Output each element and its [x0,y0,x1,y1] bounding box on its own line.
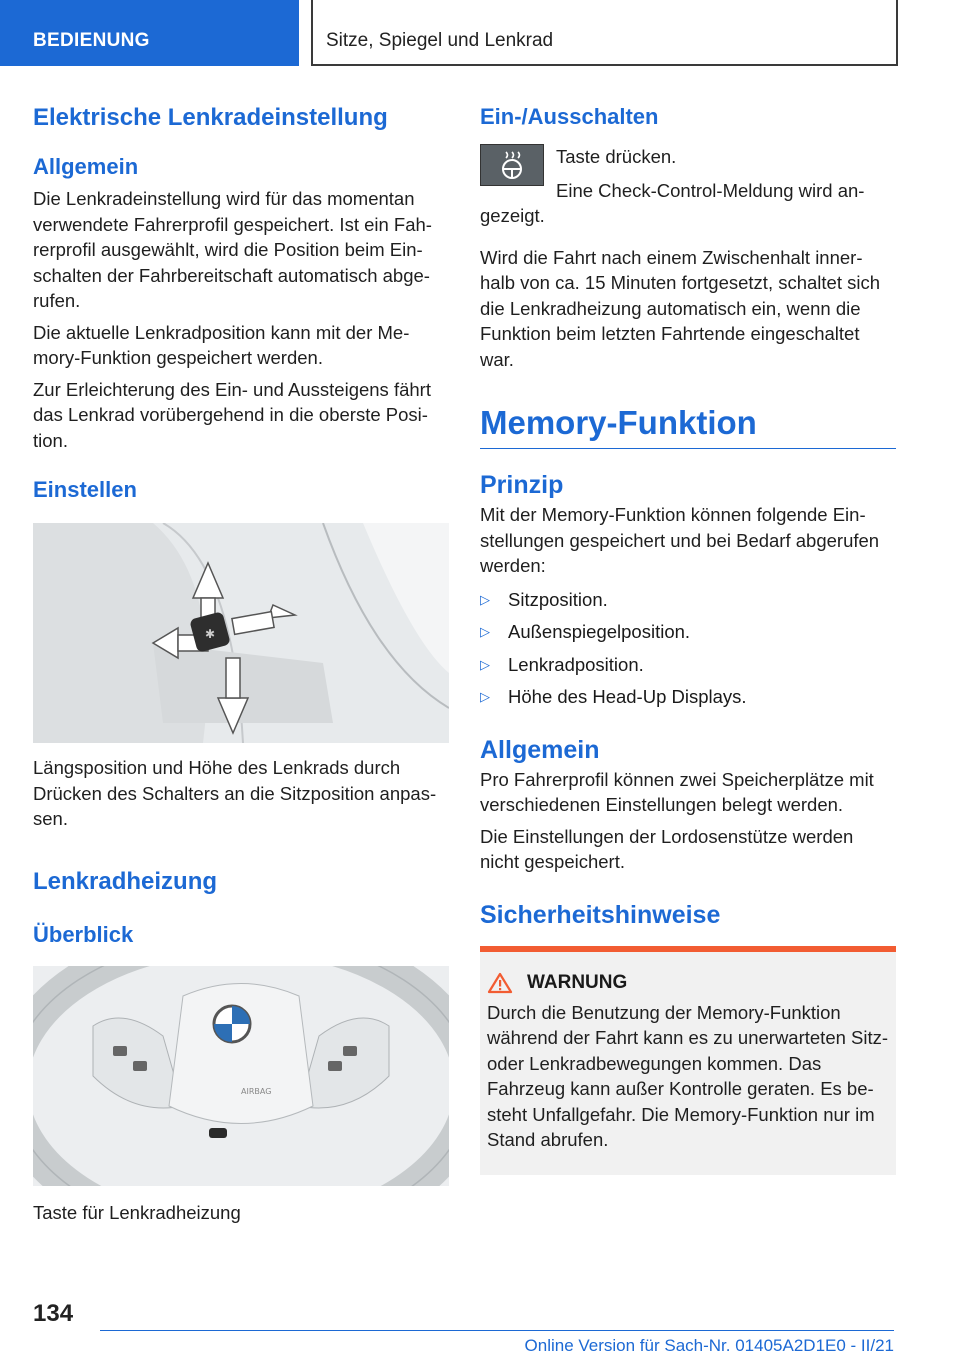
left-column [33,100,449,1225]
heading-general: Allgemein [33,154,139,179]
steering-wheel-diagram [33,966,449,1186]
section-title-steering-heating: Lenkradheizung [33,867,218,895]
heading-overview: Überblick [33,921,134,947]
heading-principle: Prinzip [480,471,564,499]
button-instruction [480,144,896,203]
list-item: ▷ Höhe des Head-Up Displays. [480,684,896,710]
heading-general: Allgemein [480,735,600,764]
header-section-label: BEDIENUNG [33,30,150,51]
figure-caption: Längsposition und Höhe des Lenkrads durch Drücken des Schalters an die Sitzposition anpas-sen. [33,757,437,829]
heading-onoff: Ein-/Ausschalten [480,104,659,129]
steering-heating-button-icon [480,144,544,186]
warning-triangle-icon [487,972,513,994]
instruction-text: Taste drücken. [556,146,677,167]
list-item: ▷ Lenkradposition. [480,652,896,678]
memory-items-list [480,587,896,710]
list-item: ▷ Sitzposition. [480,587,896,613]
header-chapter-tab [311,0,898,66]
paragraph: Die Einstellungen der Lordosenstütze werden nicht gespeichert. [480,825,854,872]
right-column [480,100,896,1175]
warning-title: WARNUNG [527,971,628,993]
paragraph: Wird die Fahrt nach einem Zwischenhalt inner-halb von ca. 15 Minuten fortgesetzt, schaltet sich die Lenkradheizung automatisch ein, wenn die Funktion beim letzten Fahrtende eingeschaltet war. [480,246,881,370]
section-title-steering-adjust: Elektrische Lenkradeinstellung [33,104,388,131]
paragraph: Die aktuelle Lenkradposition kann mit der Me-mory-Funktion gespeichert werden. [33,321,410,368]
svg-text:✱: ✱ [205,627,216,641]
steering-adjust-diagram [33,523,449,743]
footer-divider [100,1330,894,1331]
paragraph: Zur Erleichterung des Ein- und Aussteigens fährt das Lenkrad vorübergehend in die oberste Posi-tion. [33,378,431,451]
svg-text:AIRBAG: AIRBAG [241,1086,272,1096]
steering-wheel-illustration [33,966,449,1186]
bullet-triangle-icon: ▷ [480,689,490,704]
page-number: 134 [33,1300,74,1327]
bullet-triangle-icon: ▷ [480,591,490,607]
paragraph: Pro Fahrerprofil können zwei Speicherplätze mit verschiedenen Einstellungen belegt werden. [480,768,874,815]
footer-version-text: Online Version für Sach-Nr. 01405A2D1E0 - II/21 [524,1336,894,1355]
header-chapter-label: Sitze, Spiegel und Lenkrad [326,30,554,51]
section-title-memory: Memory-Funktion [480,404,896,449]
instruction-text: Eine Check-Control-Meldung wird an- [556,179,865,201]
warning-header [487,972,889,994]
figure-caption: Taste für Lenkradheizung [33,1201,241,1223]
paragraph: Die Lenkradeinstellung wird für das momentan verwendete Fahrerprofil gespeichert. Ist ein Fah-rerprofil ausgewählt, wird die Position beim Ein-schalten der Fahrbereitschaft automatisch abge-rufen. [33,188,432,311]
instruction-text: gezeigt. [480,205,545,226]
paragraph: Mit der Memory-Funktion können folgende Ein-stellungen gespeichert und bei Bedarf abgerufen werden: [480,504,880,576]
heading-adjust: Einstellen [33,477,137,502]
steering-switch-illustration [33,523,449,743]
bullet-triangle-icon: ▷ [480,624,490,639]
warning-box [480,946,896,1175]
warning-text: Durch die Benutzung der Memory-Funktion während der Fahrt kann es zu unerwarteten Sitz- oder Lenkradbewegungen kommen. Das Fahrzeug kann außer Kontrolle geraten. Es be-steht Unfallgefahr. Die Memory-Funktion nur im Stand abrufen. [487,1001,889,1150]
heading-safety: Sicherheitshinweise [480,900,721,929]
header-section-tab [0,0,299,66]
bullet-triangle-icon: ▷ [480,656,490,672]
list-item: ▷ Außenspiegelposition. [480,619,896,645]
